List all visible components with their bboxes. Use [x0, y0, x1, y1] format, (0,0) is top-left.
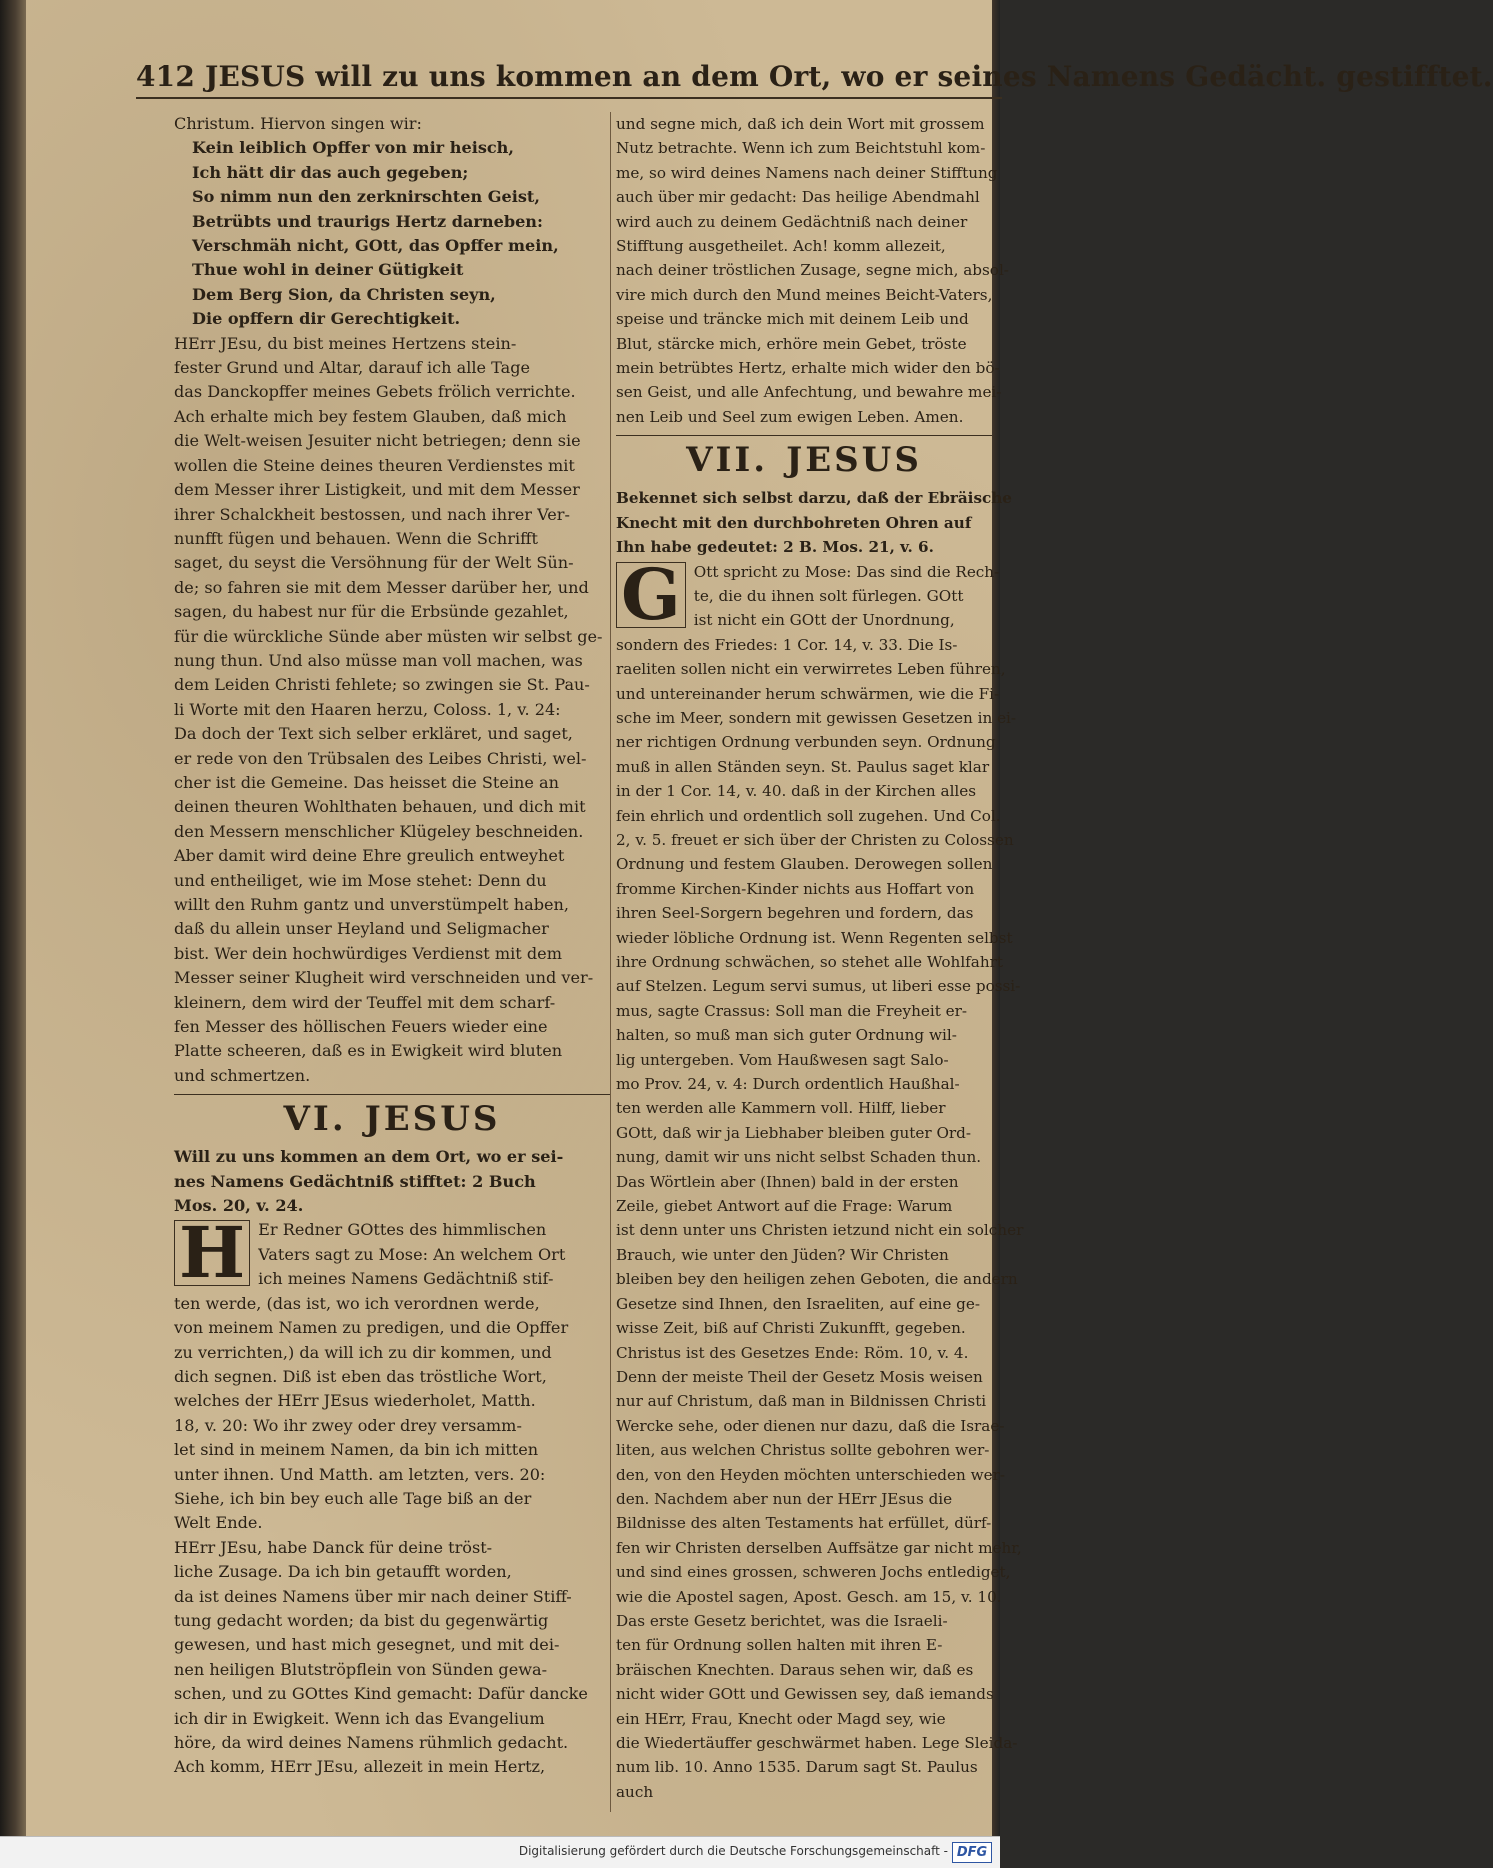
text-line: Ott spricht zu Mose: Das sind die Rech-	[693, 562, 1000, 581]
text-line: gewesen, und hast mich gesegnet, und mit dei-	[174, 1635, 560, 1655]
text-line: sche im Meer, sondern mit gewissen Gesetzen in ei-	[616, 708, 1017, 727]
text-line: die Wiedertäuffer geschwärmet haben. Lege Sleida-	[616, 1734, 1018, 1752]
text-line: und untereinander herum schwärmen, wie die Fi-	[616, 684, 1000, 703]
text-line: auch	[616, 1782, 654, 1801]
text-line: Die opffern dir Gerechtigkeit.	[192, 309, 461, 329]
section-vi-dropcap: H	[174, 1220, 250, 1286]
text-line: ich dir in Ewigkeit. Wenn ich das Evangelium	[174, 1708, 545, 1728]
text-line: HErr JEsu, habe Danck für deine tröst-	[174, 1537, 493, 1557]
text-line: ten werde, (das ist, wo ich verordnen werde,	[174, 1293, 540, 1313]
text-line: wieder löbliche Ordnung ist. Wenn Regenten selbst	[616, 928, 1013, 947]
text-line: Platte scheeren, daß es in Ewigkeit wird bluten	[174, 1041, 563, 1061]
text-line: Siehe, ich bin bey euch alle Tage biß an der	[174, 1488, 532, 1508]
text-line: So nimm nun den zerknirschten Geist,	[192, 187, 540, 207]
text-line: den. Nachdem aber nun der HErr JEsus die	[616, 1489, 953, 1508]
text-line: dich segnen. Diß ist eben das tröstliche Wort,	[174, 1366, 547, 1386]
text-line: fester Grund und Altar, darauf ich alle Tage	[174, 358, 531, 378]
text-line: HErr JEsu, du bist meines Hertzens stein-	[174, 333, 517, 353]
section-vii-numeral: VII.	[686, 440, 769, 481]
text-line: dem Leiden Christi fehlete; so zwingen sie St. Pau-	[174, 675, 590, 695]
text-line: ten werden alle Kammern voll. Hilff, lieber	[616, 1099, 946, 1118]
text-line: fen Messer des höllischen Feuers wieder eine	[174, 1017, 548, 1037]
left-column	[174, 112, 610, 1780]
text-line: Ich hätt dir das auch gegeben;	[192, 162, 469, 182]
text-line: muß in allen Ständen seyn. St. Paulus saget klar	[616, 757, 990, 776]
book-page	[26, 0, 1493, 1836]
text-line: li Worte mit den Haaren herzu, Coloss. 1, v. 24:	[174, 699, 561, 719]
running-header: 412 JESUS will zu uns kommen an dem Ort, wo er seines Namens Gedächt. gestifftet.	[136, 60, 1002, 99]
right-column	[616, 112, 1024, 1804]
text-line: Ordnung und festem Glauben. Derowegen sollen	[616, 855, 993, 874]
heading-line: Mos. 20, v. 24.	[174, 1196, 304, 1216]
text-line: Welt Ende.	[174, 1513, 263, 1533]
heading-line: Knecht mit den durchbohreten Ohren auf	[616, 513, 972, 532]
text-line: nen Leib und Seel zum ewigen Leben. Amen.	[616, 407, 964, 426]
text-line: Er Redner GOttes des himmlischen	[258, 1220, 547, 1240]
text-line: Denn der meiste Theil der Gesetz Mosis weisen	[616, 1367, 983, 1386]
text-line: da ist deines Namens über mir nach deiner Stiff-	[174, 1586, 572, 1606]
text-line: sagen, du habest nur für die Erbsünde gezahlet,	[174, 602, 569, 622]
text-line: dem Messer ihrer Listigkeit, und mit dem Messer	[174, 480, 580, 500]
text-line: ihre Ordnung schwächen, so stehet alle Wohlfahrt	[616, 953, 1004, 971]
text-line: nicht wider GOtt und Gewissen sey, daß iemands	[616, 1685, 994, 1704]
text-line: Thue wohl in deiner Gütigkeit	[192, 260, 464, 280]
text-line: bist. Wer dein hochwürdiges Verdienst mit dem	[174, 943, 562, 963]
text-line: von meinem Namen zu predigen, und die Opffer	[174, 1318, 569, 1338]
text-line: den, von den Heyden möchten unterschieden wer-	[616, 1465, 1006, 1484]
text-line: tung gedacht worden; da bist du gegenwärtig	[174, 1610, 549, 1630]
text-line: höre, da wird deines Namens rühmlich gedacht.	[174, 1733, 569, 1752]
text-line: willt den Ruhm gantz und unverstümpelt haben,	[174, 895, 570, 914]
text-line: ten für Ordnung sollen halten mit ihren E-	[616, 1636, 943, 1655]
text-line: sondern des Friedes: 1 Cor. 14, v. 33. Die Is-	[616, 635, 958, 654]
text-line: ein HErr, Frau, Knecht oder Magd sey, wie	[616, 1709, 946, 1728]
text-line: und segne mich, daß ich dein Wort mit grossem	[616, 115, 985, 133]
section-vi-body	[174, 1211, 610, 1779]
text-line: Verschmäh nicht, GOtt, das Opffer mein,	[192, 236, 559, 256]
heading-line: Will zu uns kommen an dem Ort, wo er sei-	[174, 1147, 564, 1167]
section-vii-body	[616, 552, 1024, 1805]
text-line: ich meines Namens Gedächtniß stif-	[258, 1269, 554, 1289]
text-line: liche Zusage. Da ich bin getaufft worden,	[174, 1562, 512, 1582]
text-line: Ach erhalte mich bey festem Glauben, daß mich	[174, 406, 567, 426]
text-line: bräischen Knechten. Daraus sehen wir, daß es	[616, 1660, 974, 1679]
footer-credit: Digitalisierung gefördert durch die Deutsche Forschungsgemeinschaft -	[518, 1844, 948, 1858]
text-line: Dem Berg Sion, da Christen seyn,	[192, 284, 496, 304]
heading-line: nes Namens Gedächtniß stifftet: 2 Buch	[174, 1171, 536, 1191]
text-line: vire mich durch den Mund meines Beicht-Vaters,	[616, 285, 993, 304]
text-line: nach deiner tröstlichen Zusage, segne mich, absol-	[616, 261, 1009, 280]
text-line: auf Stelzen. Legum servi sumus, ut liberi esse possi-	[616, 977, 1021, 996]
text-line: ihren Seel-Sorgern begehren und fordern, das	[616, 904, 974, 923]
text-line: ner richtigen Ordnung verbunden seyn. Ordnung	[616, 733, 996, 752]
text-line: Bildnisse des alten Testaments hat erfüllet, dürf-	[616, 1514, 992, 1533]
text-line: Stifftung ausgetheilet. Ach! komm allezeit,	[616, 237, 946, 256]
text-line: mus, sagte Crassus: Soll man die Freyheit er-	[616, 1001, 968, 1020]
text-line: die Welt-weisen Jesuiter nicht betriegen; denn sie	[174, 431, 581, 451]
text-line: schen, und zu GOttes Kind gemacht: Dafür dancke	[174, 1684, 588, 1704]
text-line: 18, v. 20: Wo ihr zwey oder drey versamm-	[174, 1415, 522, 1435]
text-line: fromme Kirchen-Kinder nichts aus Hoffart von	[616, 879, 975, 898]
text-line: ist denn unter uns Christen ietzund nicht ein solcher	[616, 1221, 1024, 1240]
text-line: Betrübts und traurigs Hertz darneben:	[192, 211, 543, 231]
text-line: er rede von den Trübsalen des Leibes Christi, wel-	[174, 748, 587, 768]
section-vi-name: JESUS	[364, 1099, 501, 1140]
text-line: und sind eines grossen, schweren Jochs entlediget,	[616, 1563, 1011, 1582]
text-line: ist nicht ein GOtt der Unordnung,	[693, 611, 955, 630]
section-rule	[174, 1094, 610, 1095]
text-line: Aber damit wird deine Ehre greulich entweyhet	[174, 846, 565, 866]
text-line: Kein leiblich Opffer von mir heisch,	[192, 138, 514, 158]
right-column-text	[616, 112, 1009, 429]
heading-line: Bekennet sich selbst darzu, daß der Ebräische	[616, 489, 1012, 508]
text-line: Vaters sagt zu Mose: An welchem Ort	[258, 1244, 566, 1264]
section-vi-text	[174, 1218, 610, 1779]
text-line: und entheiliget, wie im Mose stehet: Denn du	[174, 870, 547, 890]
text-line: num lib. 10. Anno 1535. Darum sagt St. Paulus	[616, 1758, 978, 1777]
text-line: 2, v. 5. freuet er sich über der Christen zu Colossen	[616, 830, 1014, 849]
section-vii-title	[616, 438, 992, 482]
dfg-logo: DFG	[952, 1842, 992, 1863]
text-line: liten, aus welchen Christus sollte gebohren wer-	[616, 1441, 990, 1460]
text-line: let sind in meinem Namen, da bin ich mitten	[174, 1440, 539, 1460]
text-line: Christus ist des Gesetzes Ende: Röm. 10, v. 4.	[616, 1343, 969, 1362]
text-line: Brauch, wie unter den Jüden? Wir Christen	[616, 1245, 949, 1264]
text-line: fen wir Christen derselben Auffsätze gar nicht mehr,	[616, 1538, 1022, 1557]
text-line: Das Wörtlein aber (Ihnen) bald in der ersten	[616, 1172, 959, 1191]
text-line: GOtt, daß wir ja Liebhaber bleiben guter Ord-	[616, 1123, 972, 1142]
text-line: kleinern, dem wird der Teuffel mit dem scharf-	[174, 992, 556, 1012]
section-vii-name: JESUS	[786, 440, 922, 481]
text-line: wollen die Steine deines theuren Verdienstes mit	[174, 455, 575, 475]
text-line: Das erste Gesetz berichtet, was die Israeli-	[616, 1611, 948, 1630]
text-line: Ach komm, HErr JEsu, allezeit in mein Hertz,	[174, 1757, 546, 1777]
text-line: de; so fahren sie mit dem Messer darüber her, und	[174, 577, 589, 597]
text-line: te, die du ihnen solt fürlegen. GOtt	[693, 586, 964, 605]
footer-bar	[0, 1836, 1000, 1868]
section-vii-text	[616, 560, 1024, 1805]
left-column-text	[174, 112, 610, 1088]
text-line: deinen theuren Wohlthaten behauen, und dich mit	[174, 797, 586, 817]
text-line: cher ist die Gemeine. Das heisset die Steine an	[174, 772, 559, 792]
text-line: unter ihnen. Und Matth. am letzten, vers. 20:	[174, 1464, 546, 1484]
text-line: Nutz betrachte. Wenn ich zum Beichtstuhl kom-	[616, 139, 986, 158]
text-line: und schmertzen.	[174, 1065, 311, 1085]
text-line: raeliten sollen nicht ein verwirretes Leben führen,	[616, 660, 1006, 679]
text-line: Christum. Hiervon singen wir:	[174, 114, 422, 133]
text-line: nunfft fügen und behauen. Wenn die Schrifft	[174, 528, 538, 548]
text-line: Zeile, giebet Antwort auf die Frage: Warum	[616, 1197, 953, 1216]
text-line: mo Prov. 24, v. 4: Durch ordentlich Haußhal-	[616, 1075, 960, 1094]
text-line: fein ehrlich und ordentlich soll zugehen. Und Col.	[616, 806, 1001, 825]
column-divider	[610, 112, 611, 1812]
text-line: lig untergeben. Vom Haußwesen sagt Salo-	[616, 1050, 949, 1069]
text-line: auch über mir gedacht: Das heilige Abendmahl	[616, 188, 980, 207]
text-line: zu verrichten,) da will ich zu dir kommen, und	[174, 1342, 552, 1362]
section-vii-heading	[616, 486, 1012, 559]
text-line: Messer seiner Klugheit wird verschneiden und ver-	[174, 968, 594, 988]
text-line: welches der HErr JEsus wiederholet, Matth.	[174, 1391, 536, 1411]
text-line: für die würckliche Sünde aber müsten wir selbst ge-	[174, 626, 603, 646]
text-line: nung thun. Und also müsse man voll machen, was	[174, 650, 583, 670]
text-line: bleiben bey den heiligen zehen Geboten, die andern	[616, 1270, 1018, 1289]
text-line: nur auf Christum, daß man in Bildnissen Christi	[616, 1392, 987, 1411]
text-line: saget, du seyst die Versöhnung für der Welt Sün-	[174, 553, 574, 573]
heading-line: Ihn habe gedeutet: 2 B. Mos. 21, v. 6.	[616, 538, 934, 557]
text-line: in der 1 Cor. 14, v. 40. daß in der Kirchen alles	[616, 782, 977, 801]
text-line: halten, so muß man sich guter Ordnung wil-	[616, 1026, 957, 1045]
text-line: sen Geist, und alle Anfechtung, und bewahre mei-	[616, 383, 1002, 402]
text-line: wie die Apostel sagen, Apost. Gesch. am 15, v. 10.	[616, 1587, 1002, 1606]
text-line: ihrer Schalckheit bestossen, und nach ihrer Ver-	[174, 504, 570, 524]
text-line: Wercke sehe, oder dienen nur dazu, daß die Israe-	[616, 1416, 1005, 1435]
section-vi-title	[174, 1097, 610, 1141]
text-line: Blut, stärcke mich, erhöre mein Gebet, tröste	[616, 334, 967, 353]
text-line: speise und träncke mich mit deinem Leib und	[616, 310, 969, 329]
text-line: das Danckopffer meines Gebets frölich verrichte.	[174, 382, 576, 402]
text-line: Da doch der Text sich selber erkläret, und saget,	[174, 724, 573, 744]
section-vi-heading	[174, 1145, 610, 1218]
text-line: wisse Zeit, biß auf Christi Zukunfft, gegeben.	[616, 1319, 966, 1338]
text-line: den Messern menschlicher Klügeley beschneiden.	[174, 821, 584, 841]
section-vi-numeral: VI.	[283, 1099, 347, 1140]
section-vii-dropcap: G	[616, 562, 686, 628]
text-line: nung, damit wir uns nicht selbst Schaden thun.	[616, 1148, 982, 1167]
text-line: nen heiligen Blutströpflein von Sünden gewa-	[174, 1659, 548, 1679]
text-line: wird auch zu deinem Gedächtniß nach deiner	[616, 212, 968, 231]
text-line: mein betrübtes Hertz, erhalte mich wider den bö-	[616, 359, 1000, 378]
text-line: me, so wird deines Namens nach deiner Stifftung	[616, 163, 998, 182]
text-line: daß du allein unser Heyland und Seligmacher	[174, 919, 549, 939]
book-spine-edge	[0, 0, 26, 1867]
section-rule	[616, 435, 992, 436]
text-line: Gesetze sind Ihnen, den Israeliten, auf eine ge-	[616, 1294, 981, 1313]
